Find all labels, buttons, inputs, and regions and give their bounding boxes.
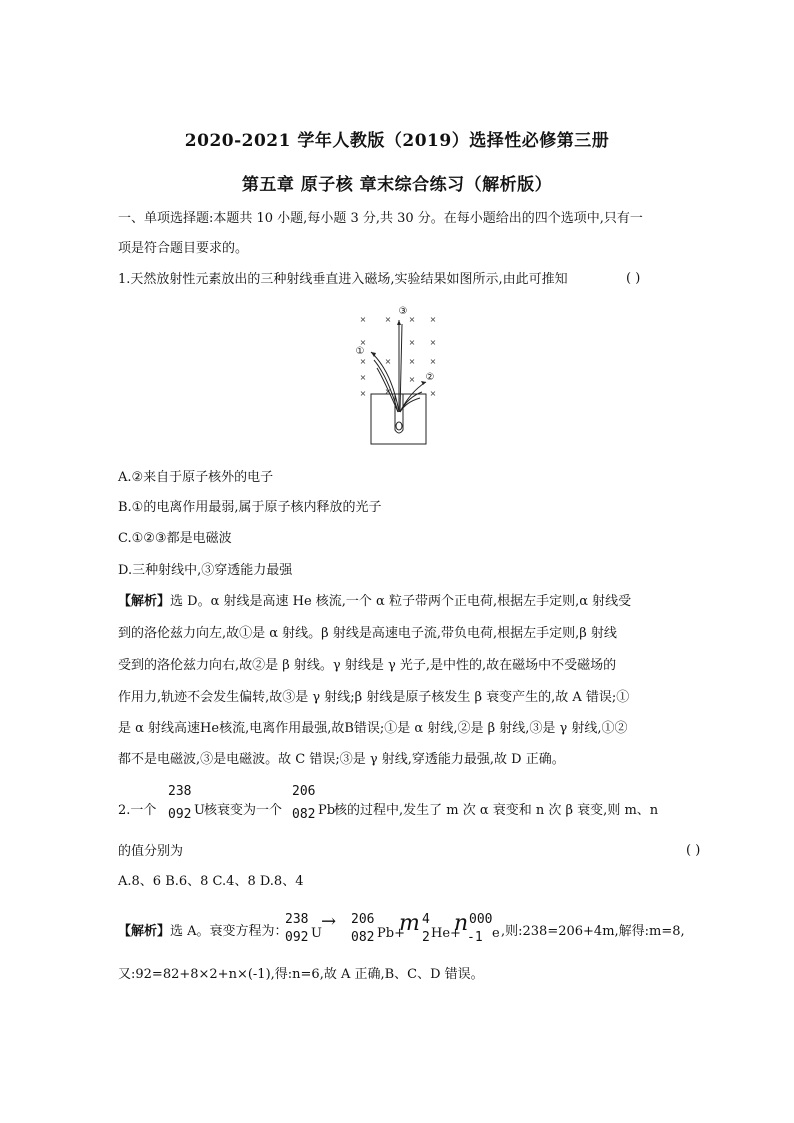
svg-text:×: × <box>384 357 392 366</box>
analysis-tag: 【解析】 <box>118 924 171 939</box>
ray-1-label: ① <box>355 346 365 357</box>
q2-analysis-line-1-pre: 【解析】选 A。衰变方程为： <box>118 924 288 939</box>
svg-text:×: × <box>359 315 367 324</box>
uranium-symbol: U <box>194 803 205 818</box>
lead-symbol: Pb <box>318 803 336 818</box>
q1-option-b: B.①的电离作用最弱,属于原子核内释放的光子 <box>118 500 382 515</box>
q1-analysis-line-3: 受到的洛伦兹力向右,故②是 β 射线。γ 射线是 γ 光子,是中性的,故在磁场中不受磁场的 <box>118 658 617 673</box>
q2-stem-line-2: 的值分别为 <box>118 844 184 859</box>
q2-stem-tail: 核的过程中,发生了 m 次 α 衰变和 n 次 β 衰变,则 m、n <box>334 803 659 818</box>
section-intro-line-1: 一、单项选择题:本题共 10 小题,每小题 3 分,共 30 分。在每小题给出的四个选项中,只有一 <box>118 211 643 226</box>
q1-analysis-line-1: 【解析】选 D。α 射线是高速 He 核流,一个 α 粒子带两个正电荷,根据左手定则,α 射线受 <box>118 594 632 609</box>
svg-text:×: × <box>359 338 367 347</box>
eq-uranium-symbol: U <box>311 926 322 941</box>
svg-text:×: × <box>408 338 416 347</box>
eq-lead-symbol: Pb+ <box>377 926 405 941</box>
lead-atomic-number: 082 <box>292 807 316 822</box>
svg-text:×: × <box>429 315 437 324</box>
svg-text:×: × <box>359 373 367 382</box>
eq-lead-z: 082 <box>351 930 375 945</box>
svg-text:×: × <box>408 315 416 324</box>
ray-2-label: ② <box>425 372 435 383</box>
eq-uranium-mass: 238 <box>285 912 309 927</box>
q1-analysis-line-5: 是 α 射线高速He核流,电离作用最强,故B错误;①是 α 射线,②是 β 射线,③是 γ 射线,①② <box>118 721 628 736</box>
q1-analysis-line-4: 作用力,轨迹不会发生偏转,故③是 γ 射线;β 射线是原子核发生 β 衰变产生的,故 A 错误;① <box>118 690 630 705</box>
svg-text:×: × <box>359 357 367 366</box>
section-intro-line-2: 项是符合题目要求的。 <box>118 241 249 256</box>
ray-3-label: ③ <box>398 306 408 317</box>
svg-text:×: × <box>384 387 392 396</box>
eq-helium-symbol: He+ <box>431 926 461 941</box>
svg-text:×: × <box>408 375 416 384</box>
uranium-atomic-number: 092 <box>168 807 192 822</box>
eq-helium-z: 2 <box>422 930 430 945</box>
q1-answer-paren: ( ) <box>626 271 641 286</box>
q2-analysis-line-2: 又:92=82+8×2+n×(-1),得:n=6,故 A 正确,B、C、D 错误。 <box>118 967 484 982</box>
svg-text:×: × <box>384 315 392 324</box>
analysis-tag: 【解析】 <box>118 594 171 609</box>
svg-text:×: × <box>359 389 367 398</box>
eq-m: m <box>399 911 420 936</box>
radiation-magnetic-field-figure <box>350 302 450 448</box>
q1-analysis-line-6: 都不是电磁波,③是电磁波。故 C 错误;③是 γ 射线,穿透能力最强,故 D 正确。 <box>118 752 565 767</box>
q1-analysis-line-2: 到的洛伦兹力向左,故①是 α 射线。β 射线是高速电子流,带负电荷,根据左手定则,β 射线 <box>118 626 617 641</box>
eq-uranium-z: 092 <box>285 930 309 945</box>
eq-n: n <box>454 911 469 936</box>
svg-text:×: × <box>429 357 437 366</box>
magnetic-field-crosses <box>360 315 437 398</box>
eq-lead-mass: 206 <box>351 912 375 927</box>
eq-arrow: → <box>321 911 337 932</box>
eq-electron-z: -1 <box>467 930 483 945</box>
q2-stem-mid: 核衰变为一个 <box>204 803 283 818</box>
q1-option-d: D.三种射线中,③穿透能力最强 <box>118 563 293 578</box>
svg-text:×: × <box>429 338 437 347</box>
q2-options: A.8、6 B.6、8 C.4、8 D.8、4 <box>118 874 304 889</box>
q1-option-c: C.①②③都是电磁波 <box>118 531 232 546</box>
svg-text:×: × <box>408 357 416 366</box>
document-title: 2020-2021 学年人教版（2019）选择性必修第三册 <box>184 131 610 151</box>
uranium-mass-number: 238 <box>168 784 192 799</box>
chapter-subtitle: 第五章 原子核 章末综合练习（解析版） <box>241 175 553 195</box>
svg-text:×: × <box>429 389 437 398</box>
radioactive-source <box>396 422 402 430</box>
q1-stem: 1.天然放射性元素放出的三种射线垂直进入磁场,实验结果如图所示,由此可推知 <box>118 272 568 287</box>
q2-answer-paren: ( ) <box>686 843 701 858</box>
lead-mass-number: 206 <box>292 784 316 799</box>
eq-electron-mass: 000 <box>469 912 493 927</box>
q2-stem-start: 2.一个 <box>118 803 157 818</box>
q2-analysis-line-1-post: ,则:238=206+4m,解得:m=8, <box>501 924 685 939</box>
eq-electron-symbol: e <box>492 926 500 941</box>
q1-option-a: A.②来自于原子核外的电子 <box>118 470 274 485</box>
eq-helium-mass: 4 <box>422 912 430 927</box>
